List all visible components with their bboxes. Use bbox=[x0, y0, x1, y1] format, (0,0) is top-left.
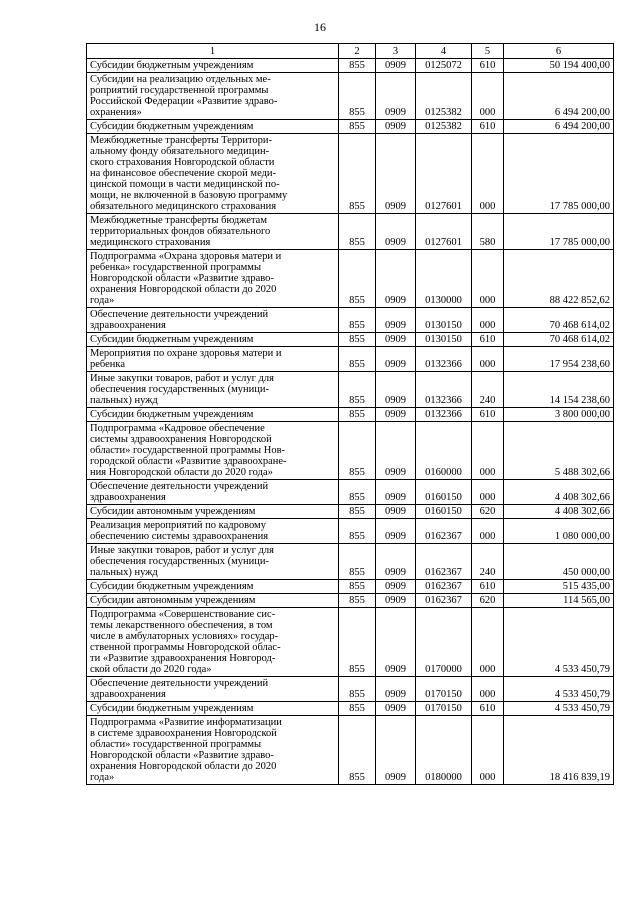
row-name-cell: Подпрограмма «Развитие информатизации в системе здравоохранения Новгородской области» государственной программы Новгородской области «Развитие здраво- охранения Новгородской области до 2020 года» bbox=[87, 716, 339, 785]
table-row bbox=[87, 250, 614, 308]
row-target-cell: 0130000 bbox=[416, 250, 472, 308]
row-type-cell: 000 bbox=[472, 480, 504, 505]
row-name-cell: Субсидии бюджетным учреждениям bbox=[87, 702, 339, 716]
row-name-cell: Подпрограмма «Охрана здоровья матери и ребенка» государственной программы Новгородской области «Развитие здраво- охранения Новгородской области до 2020 года» bbox=[87, 250, 339, 308]
row-section-cell: 0909 bbox=[376, 408, 416, 422]
row-name-cell: Обеспечение деятельности учреждений здравоохранения bbox=[87, 480, 339, 505]
row-amount-cell: 114 565,00 bbox=[504, 594, 614, 608]
row-code-cell: 855 bbox=[339, 519, 376, 544]
row-type-cell: 000 bbox=[472, 677, 504, 702]
table-row bbox=[87, 702, 614, 716]
row-code-cell: 855 bbox=[339, 308, 376, 333]
row-type-cell: 000 bbox=[472, 347, 504, 372]
row-target-cell: 0170150 bbox=[416, 677, 472, 702]
table-row bbox=[87, 347, 614, 372]
row-target-cell: 0127601 bbox=[416, 134, 472, 214]
table-row bbox=[87, 677, 614, 702]
row-code-cell: 855 bbox=[339, 702, 376, 716]
row-type-cell: 610 bbox=[472, 120, 504, 134]
table-row bbox=[87, 480, 614, 505]
row-code-cell: 855 bbox=[339, 716, 376, 785]
row-type-cell: 000 bbox=[472, 422, 504, 480]
page-number: 16 bbox=[314, 20, 326, 34]
table-header-row bbox=[87, 44, 614, 59]
row-section-cell: 0909 bbox=[376, 608, 416, 677]
row-section-cell: 0909 bbox=[376, 214, 416, 250]
row-code-cell: 855 bbox=[339, 594, 376, 608]
row-name-cell: Обеспечение деятельности учреждений здравоохранения bbox=[87, 677, 339, 702]
row-type-cell: 610 bbox=[472, 59, 504, 73]
row-target-cell: 0127601 bbox=[416, 214, 472, 250]
row-code-cell: 855 bbox=[339, 214, 376, 250]
row-target-cell: 0170150 bbox=[416, 702, 472, 716]
row-target-cell: 0125382 bbox=[416, 73, 472, 120]
row-target-cell: 0130150 bbox=[416, 333, 472, 347]
row-amount-cell: 4 408 302,66 bbox=[504, 505, 614, 519]
table-row bbox=[87, 59, 614, 73]
row-code-cell: 855 bbox=[339, 677, 376, 702]
table-row bbox=[87, 73, 614, 120]
row-target-cell: 0170000 bbox=[416, 608, 472, 677]
row-name-cell: Субсидии бюджетным учреждениям bbox=[87, 59, 339, 73]
table-row bbox=[87, 505, 614, 519]
row-target-cell: 0160000 bbox=[416, 422, 472, 480]
row-amount-cell: 4 533 450,79 bbox=[504, 677, 614, 702]
row-name-cell: Реализация мероприятий по кадровому обеспечению системы здравоохранения bbox=[87, 519, 339, 544]
row-target-cell: 0160150 bbox=[416, 505, 472, 519]
row-code-cell: 855 bbox=[339, 73, 376, 120]
row-type-cell: 620 bbox=[472, 505, 504, 519]
row-code-cell: 855 bbox=[339, 580, 376, 594]
row-type-cell: 610 bbox=[472, 333, 504, 347]
row-code-cell: 855 bbox=[339, 134, 376, 214]
row-section-cell: 0909 bbox=[376, 422, 416, 480]
header-cell: 5 bbox=[472, 44, 504, 59]
table-row bbox=[87, 372, 614, 408]
row-target-cell: 0162367 bbox=[416, 594, 472, 608]
row-code-cell: 855 bbox=[339, 544, 376, 580]
table-row bbox=[87, 544, 614, 580]
header-cell: 2 bbox=[339, 44, 376, 59]
row-target-cell: 0125072 bbox=[416, 59, 472, 73]
row-code-cell: 855 bbox=[339, 480, 376, 505]
row-name-cell: Межбюджетные трансферты бюджетам территориальных фондов обязательного медицинского страхования bbox=[87, 214, 339, 250]
row-type-cell: 240 bbox=[472, 544, 504, 580]
table-row bbox=[87, 608, 614, 677]
row-target-cell: 0160150 bbox=[416, 480, 472, 505]
row-amount-cell: 5 488 302,66 bbox=[504, 422, 614, 480]
row-type-cell: 240 bbox=[472, 372, 504, 408]
row-name-cell: Субсидии бюджетным учреждениям bbox=[87, 333, 339, 347]
row-code-cell: 855 bbox=[339, 372, 376, 408]
table-row bbox=[87, 134, 614, 214]
row-name-cell: Иные закупки товаров, работ и услуг для обеспечения государственных (муници- пальных) нужд bbox=[87, 544, 339, 580]
row-name-cell: Субсидии бюджетным учреждениям bbox=[87, 120, 339, 134]
row-amount-cell: 14 154 238,60 bbox=[504, 372, 614, 408]
table-row bbox=[87, 422, 614, 480]
row-amount-cell: 17 954 238,60 bbox=[504, 347, 614, 372]
row-name-cell: Субсидии бюджетным учреждениям bbox=[87, 408, 339, 422]
row-section-cell: 0909 bbox=[376, 505, 416, 519]
row-type-cell: 620 bbox=[472, 594, 504, 608]
row-section-cell: 0909 bbox=[376, 716, 416, 785]
row-name-cell: Субсидии на реализацию отдельных ме- роприятий государственной программы Российской Федерации «Развитие здраво- охранения» bbox=[87, 73, 339, 120]
row-name-cell: Субсидии автономным учреждениям bbox=[87, 505, 339, 519]
row-target-cell: 0162367 bbox=[416, 580, 472, 594]
budget-table bbox=[86, 43, 614, 785]
row-code-cell: 855 bbox=[339, 408, 376, 422]
row-code-cell: 855 bbox=[339, 505, 376, 519]
row-section-cell: 0909 bbox=[376, 702, 416, 716]
row-name-cell: Субсидии бюджетным учреждениям bbox=[87, 580, 339, 594]
row-code-cell: 855 bbox=[339, 120, 376, 134]
header-cell: 4 bbox=[416, 44, 472, 59]
row-name-cell: Межбюджетные трансферты Территори- альному фонду обязательного медицин- ского страхования Новгородской области на финансовое обеспечение скорой меди- цинской помощи в части медицинской по- мощи, не включенной в базовую программу обязательного медицинского страхования bbox=[87, 134, 339, 214]
row-type-cell: 610 bbox=[472, 580, 504, 594]
row-name-cell: Иные закупки товаров, работ и услуг для обеспечения государственных (муници- пальных) нужд bbox=[87, 372, 339, 408]
row-target-cell: 0130150 bbox=[416, 308, 472, 333]
row-section-cell: 0909 bbox=[376, 580, 416, 594]
row-section-cell: 0909 bbox=[376, 308, 416, 333]
row-type-cell: 000 bbox=[472, 519, 504, 544]
row-amount-cell: 4 533 450,79 bbox=[504, 608, 614, 677]
row-section-cell: 0909 bbox=[376, 73, 416, 120]
row-section-cell: 0909 bbox=[376, 677, 416, 702]
table-row bbox=[87, 580, 614, 594]
table-row bbox=[87, 408, 614, 422]
row-target-cell: 0132366 bbox=[416, 372, 472, 408]
row-amount-cell: 4 533 450,79 bbox=[504, 702, 614, 716]
row-amount-cell: 1 080 000,00 bbox=[504, 519, 614, 544]
row-amount-cell: 4 408 302,66 bbox=[504, 480, 614, 505]
row-amount-cell: 17 785 000,00 bbox=[504, 214, 614, 250]
row-amount-cell: 70 468 614,02 bbox=[504, 308, 614, 333]
row-section-cell: 0909 bbox=[376, 250, 416, 308]
row-name-cell: Подпрограмма «Кадровое обеспечение системы здравоохранения Новгородской области» государственной программы Нов- городской области «Развитие здравоохране- ния Новгородской области до 2020 года» bbox=[87, 422, 339, 480]
row-target-cell: 0132366 bbox=[416, 408, 472, 422]
row-section-cell: 0909 bbox=[376, 59, 416, 73]
row-section-cell: 0909 bbox=[376, 594, 416, 608]
row-target-cell: 0132366 bbox=[416, 347, 472, 372]
row-name-cell: Мероприятия по охране здоровья матери и ребенка bbox=[87, 347, 339, 372]
row-target-cell: 0125382 bbox=[416, 120, 472, 134]
row-target-cell: 0162367 bbox=[416, 519, 472, 544]
header-cell: 6 bbox=[504, 44, 614, 59]
row-amount-cell: 17 785 000,00 bbox=[504, 134, 614, 214]
header-cell: 1 bbox=[87, 44, 339, 59]
table-row bbox=[87, 333, 614, 347]
row-amount-cell: 3 800 000,00 bbox=[504, 408, 614, 422]
row-amount-cell: 70 468 614,02 bbox=[504, 333, 614, 347]
row-section-cell: 0909 bbox=[376, 347, 416, 372]
row-amount-cell: 50 194 400,00 bbox=[504, 59, 614, 73]
row-type-cell: 000 bbox=[472, 608, 504, 677]
row-code-cell: 855 bbox=[339, 422, 376, 480]
row-type-cell: 000 bbox=[472, 250, 504, 308]
row-type-cell: 610 bbox=[472, 702, 504, 716]
row-amount-cell: 6 494 200,00 bbox=[504, 120, 614, 134]
row-target-cell: 0162367 bbox=[416, 544, 472, 580]
row-section-cell: 0909 bbox=[376, 372, 416, 408]
row-code-cell: 855 bbox=[339, 347, 376, 372]
row-code-cell: 855 bbox=[339, 59, 376, 73]
row-type-cell: 610 bbox=[472, 408, 504, 422]
row-type-cell: 580 bbox=[472, 214, 504, 250]
table-row bbox=[87, 716, 614, 785]
table-row bbox=[87, 594, 614, 608]
row-code-cell: 855 bbox=[339, 333, 376, 347]
row-section-cell: 0909 bbox=[376, 480, 416, 505]
row-amount-cell: 515 435,00 bbox=[504, 580, 614, 594]
row-section-cell: 0909 bbox=[376, 333, 416, 347]
row-amount-cell: 6 494 200,00 bbox=[504, 73, 614, 120]
row-name-cell: Обеспечение деятельности учреждений здравоохранения bbox=[87, 308, 339, 333]
row-type-cell: 000 bbox=[472, 716, 504, 785]
row-target-cell: 0180000 bbox=[416, 716, 472, 785]
row-type-cell: 000 bbox=[472, 73, 504, 120]
table-row bbox=[87, 120, 614, 134]
row-code-cell: 855 bbox=[339, 608, 376, 677]
row-section-cell: 0909 bbox=[376, 134, 416, 214]
row-name-cell: Субсидии автономным учреждениям bbox=[87, 594, 339, 608]
row-section-cell: 0909 bbox=[376, 519, 416, 544]
row-type-cell: 000 bbox=[472, 134, 504, 214]
header-cell: 3 bbox=[376, 44, 416, 59]
table-row bbox=[87, 308, 614, 333]
row-amount-cell: 18 416 839,19 bbox=[504, 716, 614, 785]
row-section-cell: 0909 bbox=[376, 544, 416, 580]
row-type-cell: 000 bbox=[472, 308, 504, 333]
table-body bbox=[87, 59, 614, 785]
row-amount-cell: 450 000,00 bbox=[504, 544, 614, 580]
table-row bbox=[87, 519, 614, 544]
row-section-cell: 0909 bbox=[376, 120, 416, 134]
row-name-cell: Подпрограмма «Совершенствование сис- темы лекарственного обеспечения, в том числе в амбулаторных условиях» государ- ственной программы Новгородской облас- ти «Развитие здравоохранения Новгород- ской области до 2020 года» bbox=[87, 608, 339, 677]
row-code-cell: 855 bbox=[339, 250, 376, 308]
row-amount-cell: 88 422 852,62 bbox=[504, 250, 614, 308]
table-row bbox=[87, 214, 614, 250]
